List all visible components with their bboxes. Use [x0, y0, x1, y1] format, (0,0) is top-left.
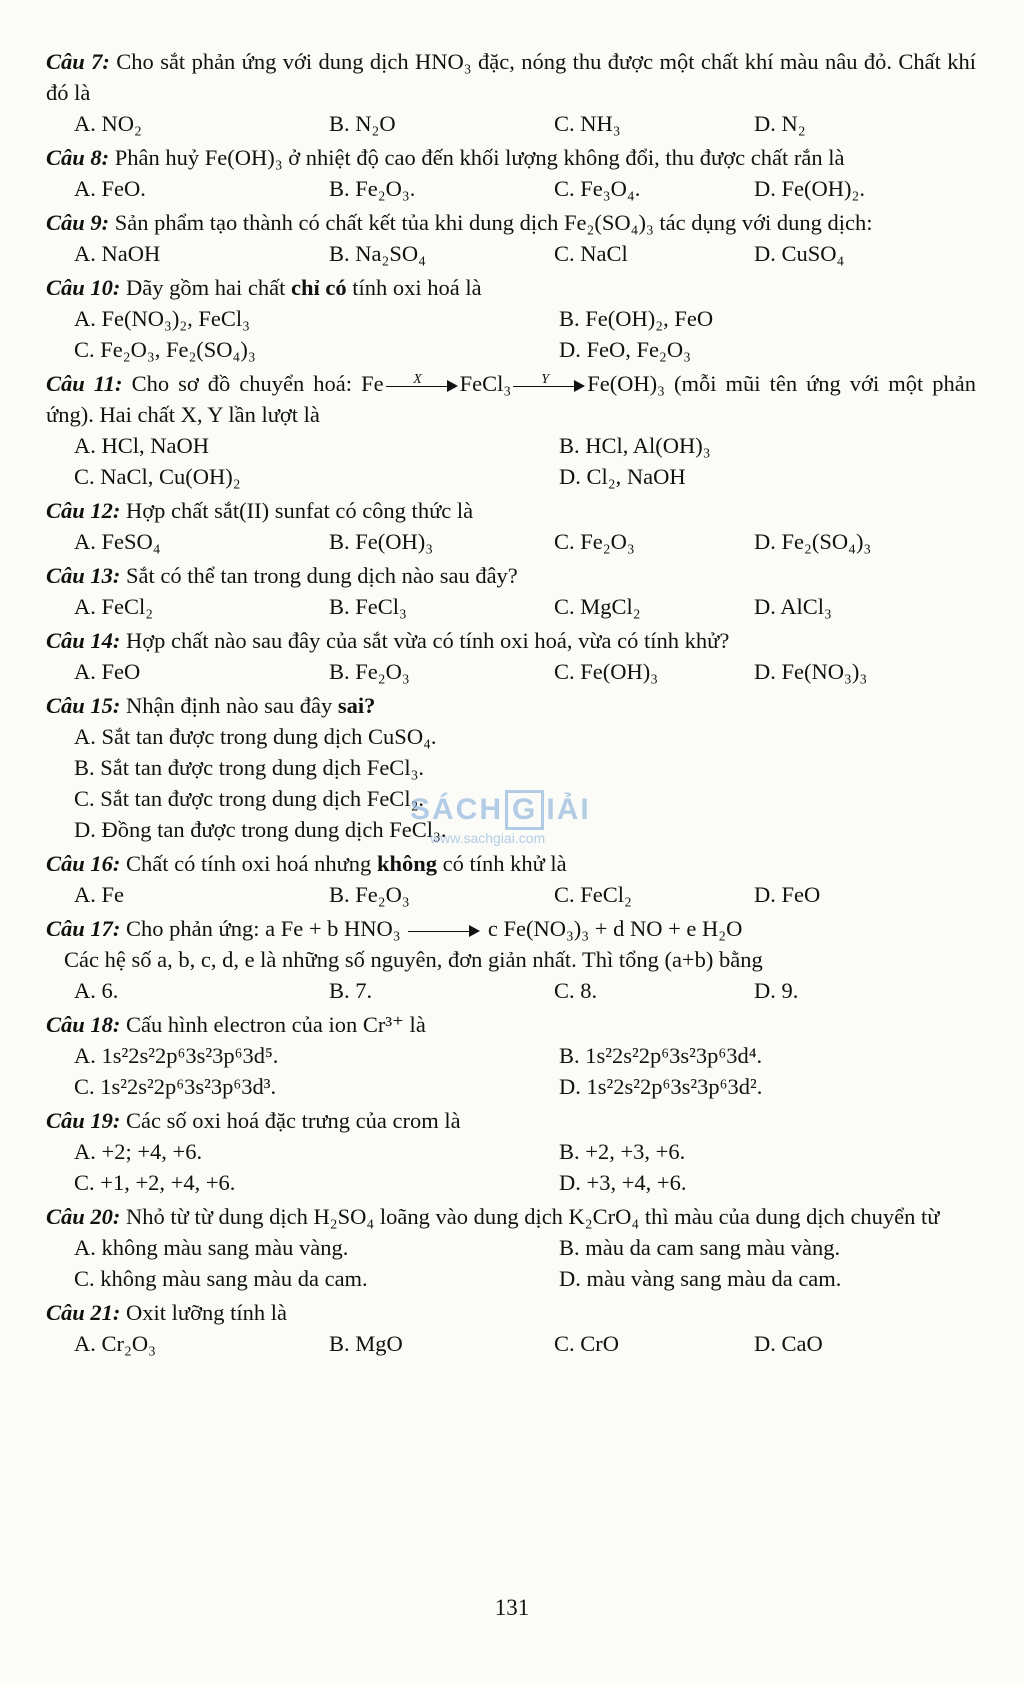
option-c: C. không màu sang màu da cam.	[74, 1266, 368, 1291]
question-9	[46, 207, 976, 269]
option-b: B. MgO	[329, 1331, 403, 1356]
question-number: Câu 18:	[46, 1012, 121, 1037]
question-stem: Cho sơ đồ chuyển hoá: Fe	[131, 371, 384, 396]
question-stem-end: Fe(OH)₃ (mỗi mũi tên ứng với một phản ứng). Hai chất X, Y lần lượt là	[46, 371, 976, 427]
option-d: D. AlCl₃	[754, 594, 832, 619]
question-stem: Sản phẩm tạo thành có chất kết tủa khi dung dịch Fe₂(SO₄)₃ tác dụng với dung dịch:	[114, 210, 873, 235]
question-stem: Oxit lưỡng tính là	[126, 1300, 287, 1325]
watermark-url: www.sachgiai.com	[430, 830, 546, 846]
option-c: C. NaCl	[554, 241, 628, 266]
reaction-arrow	[408, 921, 480, 941]
option-d: D. Fe₂(SO₄)₃	[754, 529, 872, 554]
option-c: C. NaCl, Cu(OH)₂	[74, 464, 241, 489]
question-number: Câu 12:	[46, 498, 121, 523]
option-d: D. FeO	[754, 882, 821, 907]
question-number: Câu 9:	[46, 210, 110, 235]
option-d: D. Fe(NO₃)₃	[754, 659, 868, 684]
question-stem: Nhỏ từ từ dung dịch H₂SO₄ loãng vào dung dịch K₂CrO₄ thì màu của dung dịch chuyển từ	[126, 1204, 940, 1229]
question-number: Câu 8:	[46, 145, 110, 170]
question-12	[46, 495, 976, 557]
option-a: A. FeCl₂	[74, 594, 154, 619]
question-number: Câu 11:	[46, 371, 123, 396]
question-stem: Cho phản ứng: a Fe + b HNO₃	[126, 916, 401, 941]
emphasis-text: không	[376, 851, 437, 876]
option-c: C. +1, +2, +4, +6.	[74, 1170, 236, 1195]
option-a: A. NO₂	[74, 111, 142, 136]
option-a: A. +2; +4, +6.	[74, 1139, 203, 1164]
option-c: C. MgCl₂	[554, 594, 641, 619]
question-7	[46, 46, 976, 139]
question-8	[46, 142, 976, 204]
question-stem: Cấu hình electron của ion Cr³⁺ là	[126, 1012, 426, 1037]
option-b: B. Fe₂O₃.	[329, 176, 416, 201]
question-stem-end: tính oxi hoá là	[352, 275, 482, 300]
watermark-brand-box: G	[505, 790, 544, 830]
option-c: C. CrO	[554, 1331, 620, 1356]
option-b: B. 1s²2s²2p⁶3s²3p⁶3d⁴.	[559, 1043, 763, 1068]
watermark-brand-right: IẢI	[546, 793, 591, 826]
option-b: B. FeCl₃	[329, 594, 407, 619]
question-stem: Các số oxi hoá đặc trưng của crom là	[126, 1108, 461, 1133]
question-17	[46, 913, 976, 1006]
option-d: D. Fe(OH)₂.	[754, 176, 865, 201]
option-c: C. 1s²2s²2p⁶3s²3p⁶3d³.	[74, 1074, 277, 1099]
option-c: C. Fe₂O₃	[554, 529, 635, 554]
option-a: A. Cr₂O₃	[74, 1331, 156, 1356]
option-b: B. +2, +3, +6.	[559, 1139, 686, 1164]
watermark-brand-left: SÁCH	[410, 793, 504, 826]
option-c: C. 8.	[554, 978, 598, 1003]
option-c: C. Fe₂O₃, Fe₂(SO₄)₃	[74, 337, 256, 362]
option-a: A. không màu sang màu vàng.	[74, 1235, 349, 1260]
question-stem: Phân huỷ Fe(OH)₃ ở nhiệt độ cao đến khối lượng không đổi, thu được chất rắn là	[114, 145, 845, 170]
arrow-label: X	[413, 371, 422, 387]
option-a: A. FeO.	[74, 176, 146, 201]
question-number: Câu 21:	[46, 1300, 121, 1325]
option-b: B. màu da cam sang màu vàng.	[559, 1235, 841, 1260]
question-number: Câu 17:	[46, 916, 121, 941]
option-b: B. Na₂SO₄	[329, 241, 426, 266]
question-stem: Sắt có thể tan trong dung dịch nào sau đây?	[126, 563, 518, 588]
question-21	[46, 1297, 976, 1359]
question-number: Câu 15:	[46, 693, 121, 718]
option-a: A. FeO	[74, 659, 141, 684]
question-stem: Hợp chất nào sau đây của sắt vừa có tính oxi hoá, vừa có tính khử?	[126, 628, 730, 653]
option-d: D. N₂	[754, 111, 806, 136]
question-19	[46, 1105, 976, 1198]
option-a: A. 1s²2s²2p⁶3s²3p⁶3d⁵.	[74, 1043, 279, 1068]
question-stem: Nhận định nào sau đây	[126, 693, 333, 718]
question-number: Câu 16:	[46, 851, 121, 876]
question-number: Câu 19:	[46, 1108, 121, 1133]
question-number: Câu 14:	[46, 628, 121, 653]
option-b: B. 7.	[329, 978, 373, 1003]
question-10	[46, 272, 976, 365]
option-b: B. HCl, Al(OH)₃	[559, 433, 711, 458]
option-a: A. NaOH	[74, 241, 161, 266]
question-stem-continued: Các hệ số a, b, c, d, e là những số nguyên, đơn giản nhất. Thì tổng (a+b) bằng	[64, 947, 763, 972]
option-c: C. Fe(OH)₃	[554, 659, 659, 684]
question-20	[46, 1201, 976, 1294]
question-11	[46, 368, 976, 492]
emphasis-text: chỉ có	[290, 275, 347, 300]
option-d: D. +3, +4, +6.	[559, 1170, 687, 1195]
question-stem: Chất có tính oxi hoá nhưng	[126, 851, 372, 876]
option-c: C. Sắt tan được trong dung dịch FeCl₂.	[74, 786, 425, 811]
option-b: B. N₂O	[329, 111, 396, 136]
question-13	[46, 560, 976, 622]
option-b: B. Fe(OH)₂, FeO	[559, 306, 714, 331]
reaction-arrow-x	[386, 371, 458, 396]
option-a: A. FeSO₄	[74, 529, 161, 554]
worksheet-page	[46, 46, 976, 1362]
question-stem: Cho sắt phản ứng với dung dịch HNO₃ đặc, nóng thu được một chất khí màu nâu đỏ. Chất khí đó là	[46, 49, 977, 105]
question-number: Câu 20:	[46, 1204, 121, 1229]
option-b: B. Fe₂O₃	[329, 659, 410, 684]
question-number: Câu 7:	[46, 49, 110, 74]
question-number: Câu 13:	[46, 563, 121, 588]
option-d: D. 9.	[754, 978, 799, 1003]
reaction-products: c Fe(NO₃)₃ + d NO + e H₂O	[487, 916, 743, 941]
emphasis-text: sai?	[337, 693, 376, 718]
question-14	[46, 625, 976, 687]
option-a: A. Fe	[74, 882, 124, 907]
arrow-label: Y	[541, 371, 550, 387]
intermediate-compound: FeCl₃	[459, 371, 512, 396]
option-c: C. NH₃	[554, 111, 621, 136]
option-c: C. FeCl₂	[554, 882, 632, 907]
question-number: Câu 10:	[46, 275, 121, 300]
option-d: D. FeO, Fe₂O₃	[559, 337, 691, 362]
option-b: B. Sắt tan được trong dung dịch FeCl₃.	[74, 755, 425, 780]
option-b: B. Fe₂O₃	[329, 882, 410, 907]
question-stem: Hợp chất sắt(II) sunfat có công thức là	[126, 498, 474, 523]
option-a: A. 6.	[74, 978, 119, 1003]
option-a: A. HCl, NaOH	[74, 433, 209, 458]
option-c: C. Fe₃O₄.	[554, 176, 641, 201]
option-d: D. 1s²2s²2p⁶3s²3p⁶3d².	[559, 1074, 763, 1099]
option-d: D. Đồng tan được trong dung dịch FeCl₃.	[74, 817, 447, 842]
option-d: D. Cl₂, NaOH	[559, 464, 686, 489]
question-18	[46, 1009, 976, 1102]
option-b: B. Fe(OH)₃	[329, 529, 434, 554]
question-16	[46, 848, 976, 910]
option-a: A. Fe(NO₃)₂, FeCl₃	[74, 306, 251, 331]
option-a: A. Sắt tan được trong dung dịch CuSO₄.	[74, 724, 437, 749]
option-d: D. CaO	[754, 1331, 823, 1356]
option-d: D. màu vàng sang màu da cam.	[559, 1266, 842, 1291]
reaction-arrow-y	[513, 371, 585, 396]
option-d: D. CuSO₄	[754, 241, 845, 266]
question-stem-end: có tính khử là	[442, 851, 567, 876]
question-15	[46, 690, 976, 845]
question-stem: Dãy gồm hai chất	[126, 275, 286, 300]
page-number: 131	[494, 1595, 530, 1620]
